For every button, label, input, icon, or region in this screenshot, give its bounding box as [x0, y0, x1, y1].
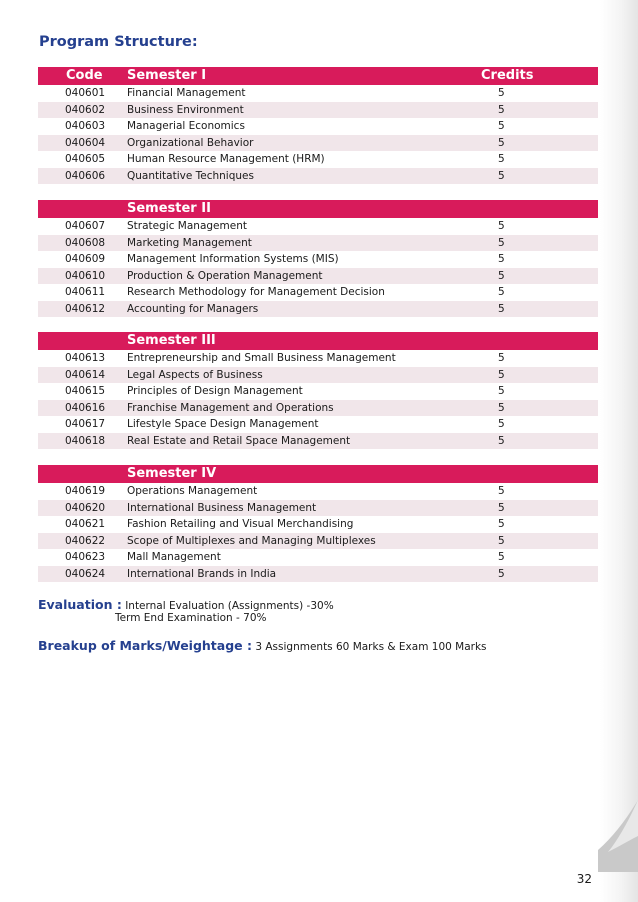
course-name: Financial Management [127, 87, 246, 99]
course-row [38, 284, 598, 301]
course-row [38, 85, 598, 102]
course-credits: 5 [498, 103, 505, 116]
semester-header [38, 67, 598, 85]
course-name: Quantitative Techniques [127, 169, 254, 182]
semester-header [38, 200, 598, 218]
course-credits: 5 [498, 434, 505, 447]
course-row [38, 268, 598, 285]
course-code: 040608 [65, 236, 106, 249]
course-name: Lifestyle Space Design Management [127, 418, 319, 430]
code-column-header: Code [66, 68, 103, 83]
course-row [38, 549, 598, 566]
course-row [38, 516, 598, 533]
evaluation-term-end: Term End Examination - 70% [115, 612, 267, 624]
course-row [38, 350, 598, 367]
course-credits: 5 [498, 518, 505, 530]
course-name: Strategic Management [127, 220, 247, 232]
course-code: 040619 [65, 485, 106, 497]
evaluation-internal: Internal Evaluation (Assignments) -30% [125, 600, 334, 612]
course-row [38, 251, 598, 268]
course-code: 040607 [65, 220, 106, 232]
course-credits: 5 [498, 269, 505, 282]
page-curl-decoration [598, 800, 638, 872]
evaluation-line [38, 597, 334, 612]
page-title: Program Structure: [39, 34, 198, 50]
semester-title: Semester I [127, 68, 207, 83]
semester-title: Semester III [127, 333, 216, 348]
semester-block [38, 465, 598, 582]
course-row [38, 218, 598, 235]
course-row [38, 566, 598, 583]
course-name: Franchise Management and Operations [127, 401, 334, 414]
course-row [38, 367, 598, 384]
course-credits: 5 [498, 352, 505, 364]
course-credits: 5 [498, 567, 505, 580]
course-code: 040603 [65, 120, 106, 132]
course-name: Accounting for Managers [127, 302, 259, 315]
course-name: Managerial Economics [127, 120, 245, 132]
course-code: 040610 [65, 269, 106, 282]
semester-header [38, 465, 598, 483]
course-credits: 5 [498, 401, 505, 414]
course-credits: 5 [498, 236, 505, 249]
course-name: Mall Management [127, 551, 221, 563]
course-credits: 5 [498, 501, 505, 514]
course-credits: 5 [498, 418, 505, 430]
course-credits: 5 [498, 485, 505, 497]
course-row [38, 383, 598, 400]
course-row [38, 168, 598, 185]
course-name: Scope of Multiplexes and Managing Multiplexes [127, 534, 376, 547]
breakup-label: Breakup of Marks/Weightage : [38, 638, 252, 653]
course-credits: 5 [498, 534, 505, 547]
semester-header [38, 332, 598, 350]
course-code: 040614 [65, 368, 106, 381]
course-name: International Brands in India [127, 567, 277, 580]
course-row [38, 533, 598, 550]
course-credits: 5 [498, 220, 505, 232]
course-row [38, 500, 598, 517]
course-credits: 5 [498, 153, 505, 165]
course-code: 040604 [65, 136, 106, 149]
course-code: 040601 [65, 87, 106, 99]
course-row [38, 433, 598, 450]
semester-block [38, 67, 598, 184]
course-row [38, 301, 598, 318]
course-row [38, 151, 598, 168]
course-name: Organizational Behavior [127, 136, 254, 149]
course-credits: 5 [498, 120, 505, 132]
course-name: Fashion Retailing and Visual Merchandising [127, 518, 354, 530]
credits-column-header: Credits [481, 68, 534, 83]
course-code: 040620 [65, 501, 106, 514]
course-code: 040622 [65, 534, 106, 547]
course-credits: 5 [498, 87, 505, 99]
course-name: Legal Aspects of Business [127, 368, 263, 381]
evaluation-label: Evaluation : [38, 597, 122, 612]
course-code: 040616 [65, 401, 106, 414]
course-name: Operations Management [127, 485, 258, 497]
course-row [38, 135, 598, 152]
course-credits: 5 [498, 368, 505, 381]
course-name: Marketing Management [127, 236, 252, 249]
course-code: 040612 [65, 302, 106, 315]
course-credits: 5 [498, 136, 505, 149]
course-code: 040605 [65, 153, 106, 165]
course-credits: 5 [498, 302, 505, 315]
course-credits: 5 [498, 253, 505, 265]
course-code: 040602 [65, 103, 106, 116]
course-code: 040618 [65, 434, 106, 447]
course-name: Production & Operation Management [127, 269, 323, 282]
semester-block [38, 332, 598, 449]
course-code: 040624 [65, 567, 106, 580]
course-code: 040609 [65, 253, 106, 265]
page-number: 32 [576, 872, 592, 886]
course-code: 040617 [65, 418, 106, 430]
course-name: Principles of Design Management [127, 385, 303, 397]
course-code: 040615 [65, 385, 106, 397]
course-code: 040621 [65, 518, 106, 530]
course-name: Management Information Systems (MIS) [127, 253, 339, 265]
course-credits: 5 [498, 551, 505, 563]
course-row [38, 235, 598, 252]
course-row [38, 400, 598, 417]
course-name: Business Environment [127, 103, 244, 116]
page-edge-shading [600, 0, 638, 902]
course-name: Real Estate and Retail Space Management [127, 434, 351, 447]
semester-title: Semester IV [127, 466, 217, 481]
course-row [38, 416, 598, 433]
course-row [38, 483, 598, 500]
course-credits: 5 [498, 286, 505, 298]
course-code: 040623 [65, 551, 106, 563]
semester-title: Semester II [127, 201, 211, 216]
course-row [38, 118, 598, 135]
course-name: International Business Management [127, 501, 317, 514]
breakup-line [38, 638, 487, 653]
course-name: Research Methodology for Management Decision [127, 286, 385, 298]
course-code: 040606 [65, 169, 106, 182]
breakup-value: 3 Assignments 60 Marks & Exam 100 Marks [255, 641, 487, 653]
course-code: 040611 [65, 286, 106, 298]
course-name: Entrepreneurship and Small Business Management [127, 352, 396, 364]
course-name: Human Resource Management (HRM) [127, 153, 325, 165]
course-row [38, 102, 598, 119]
semester-block [38, 200, 598, 317]
course-code: 040613 [65, 352, 106, 364]
course-credits: 5 [498, 169, 505, 182]
course-credits: 5 [498, 385, 505, 397]
